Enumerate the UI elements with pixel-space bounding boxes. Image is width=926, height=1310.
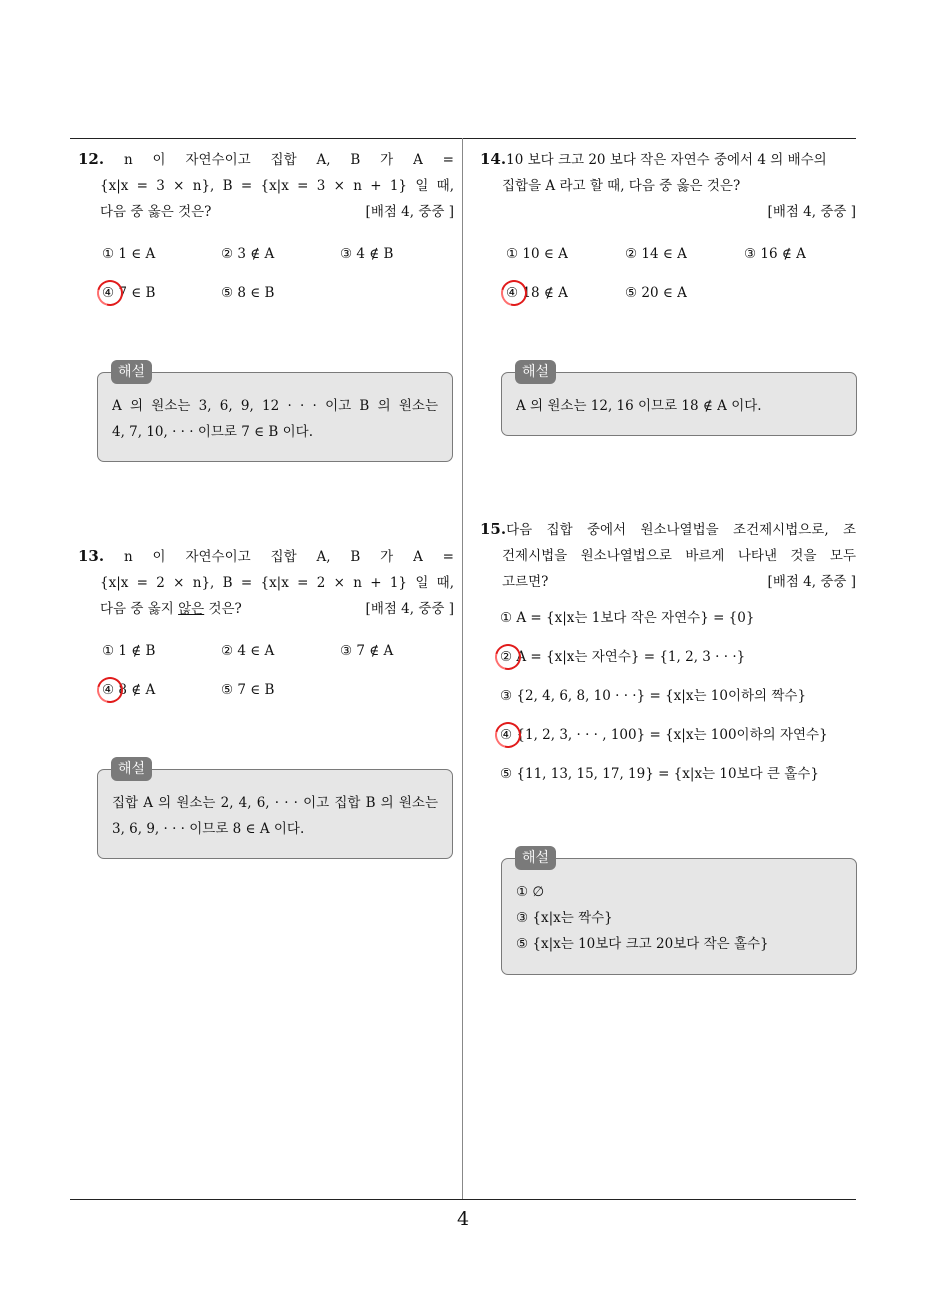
question-13-line3: 다음 중 옳지 않은 것은? xyxy=(100,601,242,617)
question-12-stem xyxy=(78,146,454,225)
question-15-choice-2[interactable]: ② A = {x|x는 자연수} = {1, 2, 3 · · ·} xyxy=(480,646,856,685)
question-13-explanation-box xyxy=(97,761,453,859)
question-13 xyxy=(78,543,454,716)
question-14-stem xyxy=(480,146,856,225)
question-12-choice-5[interactable]: ⑤ 8 ∈ B xyxy=(221,285,275,301)
explanation-line: 4, 7, 10, · · · 이므로 7 ∈ B 이다. xyxy=(112,424,314,440)
question-13-choice-2[interactable]: ② 4 ∈ A xyxy=(221,643,275,659)
question-15-stem xyxy=(480,516,856,595)
explanation-line: ① ∅ xyxy=(516,884,545,900)
question-13-choice-4[interactable]: ④ 8 ∉ A xyxy=(102,682,156,698)
question-14-choice-3[interactable]: ③ 16 ∉ A xyxy=(744,246,806,262)
page-number: 4 xyxy=(456,1208,470,1230)
explanation-line: ③ {x|x는 짝수} xyxy=(516,910,613,926)
question-14-choice-5[interactable]: ⑤ 20 ∈ A xyxy=(625,285,687,301)
question-12-line2: {x|x = 3 × n}, B = {x|x = 3 × n + 1} 일 때, xyxy=(100,178,454,194)
question-14-choices xyxy=(480,239,856,319)
bottom-rule xyxy=(70,1199,856,1200)
question-12-number: 12. xyxy=(78,150,105,168)
question-12-choice-3[interactable]: ③ 4 ∉ B xyxy=(340,246,394,262)
answer-circle-mark xyxy=(92,672,128,708)
question-14-choice-2[interactable]: ② 14 ∈ A xyxy=(625,246,687,262)
question-13-choice-5[interactable]: ⑤ 7 ∈ B xyxy=(221,682,275,698)
question-12-choice-2[interactable]: ② 3 ∉ A xyxy=(221,246,275,262)
question-13-stem xyxy=(78,543,454,622)
column-divider xyxy=(462,138,463,1199)
question-15 xyxy=(480,516,856,802)
question-15-choice-1[interactable]: ① A = {x|x는 1보다 작은 자연수} = {0} xyxy=(500,610,755,626)
question-15-line1: 다음 집합 중에서 원소나열법을 조건제시법으로, 조 xyxy=(506,522,856,538)
question-13-choice-3[interactable]: ③ 7 ∉ A xyxy=(340,643,394,659)
question-13-choices xyxy=(78,636,454,716)
explanation-line: 집합 A 의 원소는 2, 4, 6, · · · 이고 집합 B 의 원소는 xyxy=(112,795,438,811)
question-13-number: 13. xyxy=(78,547,105,565)
question-12-explanation-box xyxy=(97,364,453,462)
answer-circle-mark xyxy=(92,275,128,311)
question-13-score: [배점 4, 중중 ] xyxy=(365,601,454,617)
question-13-choice-1[interactable]: ① 1 ∉ B xyxy=(102,643,156,659)
question-12-score: [배점 4, 중중 ] xyxy=(365,204,454,220)
question-12-line3: 다음 중 옳은 것은? xyxy=(100,204,212,220)
explanation-line: A 의 원소는 12, 16 이므로 18 ∉ A 이다. xyxy=(516,398,762,414)
question-15-choice-3[interactable]: ③ {2, 4, 6, 8, 10 · · ·} = {x|x는 10이하의 짝수} xyxy=(500,688,807,704)
question-12-choice-1[interactable]: ① 1 ∈ A xyxy=(102,246,156,262)
question-15-choice-5[interactable]: ⑤ {11, 13, 15, 17, 19} = {x|x는 10보다 큰 홀수} xyxy=(500,766,819,782)
explanation-line: ⑤ {x|x는 10보다 크고 20보다 작은 홀수} xyxy=(516,936,769,952)
explanation-title: 해설 xyxy=(515,360,556,384)
underlined-word: 않은 xyxy=(178,601,205,617)
explanation-title: 해설 xyxy=(111,757,152,781)
explanation-line: A 의 원소는 3, 6, 9, 12 · · · 이고 B 의 원소는 xyxy=(112,398,438,414)
question-14-choice-1[interactable]: ① 10 ∈ A xyxy=(506,246,568,262)
question-15-number: 15. xyxy=(480,520,507,538)
question-14-line2: 집합을 A 라고 할 때, 다음 중 옳은 것은? xyxy=(502,178,741,194)
question-15-line3: 고르면? xyxy=(502,574,549,590)
question-14-score: [배점 4, 중중 ] xyxy=(767,204,856,220)
question-14-explanation-box xyxy=(501,364,857,436)
question-14-choice-4[interactable]: ④ 18 ∉ A xyxy=(506,285,568,301)
question-12 xyxy=(78,146,454,319)
question-13-line2: {x|x = 2 × n}, B = {x|x = 2 × n + 1} 일 때, xyxy=(100,575,454,591)
explanation-title: 해설 xyxy=(515,846,556,870)
question-13-line1: n 이 자연수이고 집합 A, B 가 A = xyxy=(123,549,454,565)
question-12-line1: n 이 자연수이고 집합 A, B 가 A = xyxy=(123,152,454,168)
question-15-choice-4[interactable]: ④ {1, 2, 3, · · · , 100} = {x|x는 100이하의 자연수} xyxy=(480,724,856,763)
question-12-choices xyxy=(78,239,454,319)
answer-circle-mark xyxy=(496,275,532,311)
question-15-choices xyxy=(480,607,856,802)
question-15-explanation-box xyxy=(501,850,857,975)
question-14-number: 14. xyxy=(480,150,507,168)
question-15-line2: 건제시법을 원소나열법으로 바르게 나타낸 것을 모두 xyxy=(502,548,856,564)
question-15-score: [배점 4, 중중 ] xyxy=(767,574,856,590)
question-14-line1: 10 보다 크고 20 보다 작은 자연수 중에서 4 의 배수의 xyxy=(506,152,827,168)
question-12-choice-4[interactable]: ④ 7 ∈ B xyxy=(102,285,156,301)
explanation-title: 해설 xyxy=(111,360,152,384)
top-rule xyxy=(70,138,856,139)
question-14 xyxy=(480,146,856,319)
explanation-line: 3, 6, 9, · · · 이므로 8 ∈ A 이다. xyxy=(112,821,305,837)
